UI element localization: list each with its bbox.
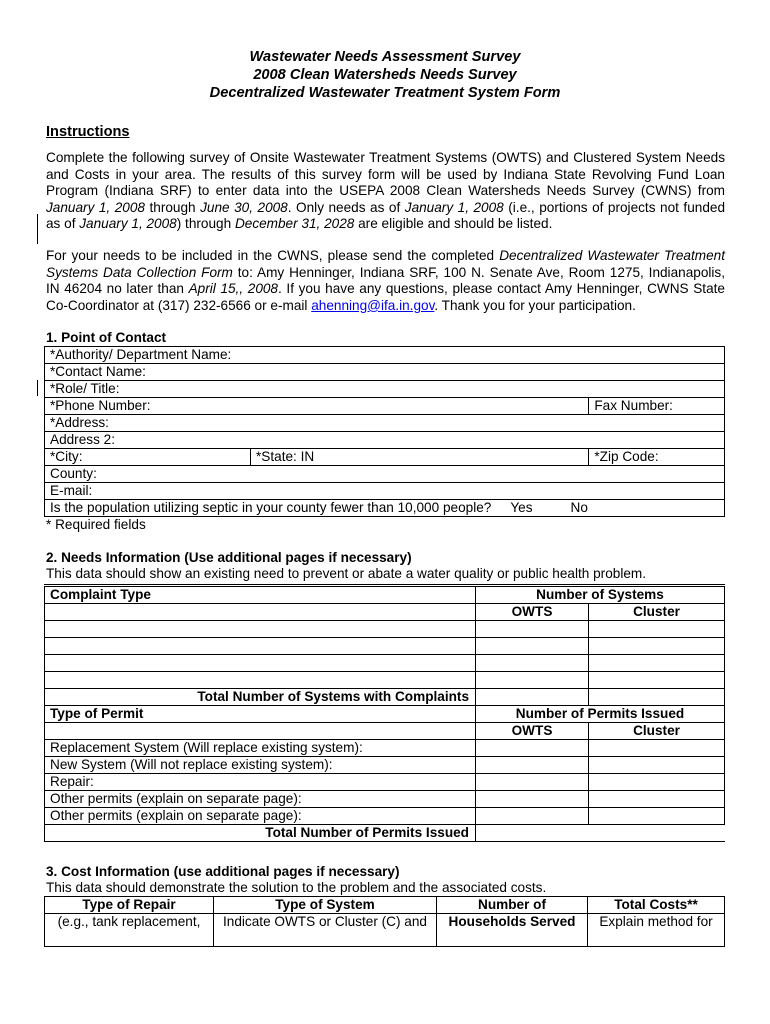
title-line-3: Decentralized Wastewater Treatment System Form bbox=[209, 85, 561, 101]
address-field[interactable]: *Address: bbox=[45, 415, 725, 432]
septic-question: Is the population utilizing septic in your county fewer than 10,000 people? Yes No bbox=[45, 500, 725, 517]
permit-owts[interactable] bbox=[476, 740, 589, 757]
type-repair-sub: (e.g., tank replacement, bbox=[45, 914, 214, 947]
permit-cluster[interactable] bbox=[589, 791, 725, 808]
type-permit-header: Type of Permit bbox=[45, 706, 476, 723]
instructions-paragraph-1: Complete the following survey of Onsite Wastewater Treatment Systems (OWTS) and Clustered System Needs and Costs in your area. The results of this survey form will be used by Indiana State Revolving Fund Loan Program (Indiana SRF) to enter data into the USEPA 2008 Clean Watersheds Needs Survey (CWNS) from January 1, 2008 through June 30, 2008. Only needs as of January 1, 2008 (i.e., portions of projects not funded as of January 1, 2008) through December 31, 2028 are eligible and should be listed. bbox=[46, 150, 726, 232]
type-system-header: Type of System bbox=[214, 897, 437, 914]
phone-field[interactable]: *Phone Number: bbox=[45, 398, 589, 415]
permit-row-label: Other permits (explain on separate page): bbox=[45, 791, 476, 808]
zip-field[interactable]: *Zip Code: bbox=[589, 449, 725, 466]
type-repair-header: Type of Repair bbox=[45, 897, 214, 914]
role-field[interactable]: *Role/ Title: bbox=[45, 381, 725, 398]
instructions-heading: Instructions bbox=[46, 124, 130, 140]
no-option[interactable]: No bbox=[570, 500, 588, 515]
form-title bbox=[0, 48, 770, 102]
margin-mark bbox=[37, 380, 38, 396]
needs-description: This data should show an existing need to prevent or abate a water quality or public health problem. bbox=[46, 566, 646, 581]
cost-table bbox=[44, 896, 725, 947]
permit-row-label: New System (Will not replace existing system): bbox=[45, 757, 476, 774]
fax-field[interactable]: Fax Number: bbox=[589, 398, 725, 415]
cluster-header: Cluster bbox=[589, 604, 725, 621]
authority-field[interactable]: *Authority/ Department Name: bbox=[45, 347, 725, 364]
complaint-row[interactable] bbox=[45, 672, 725, 689]
complaint-type-header: Complaint Type bbox=[45, 586, 476, 604]
required-note: * Required fields bbox=[46, 517, 146, 532]
owts-header: OWTS bbox=[476, 604, 589, 621]
permit-cluster[interactable] bbox=[589, 808, 725, 825]
total-complaints-cluster[interactable] bbox=[589, 689, 725, 706]
num-households-header: Number of bbox=[437, 897, 588, 914]
permit-owts[interactable] bbox=[476, 757, 589, 774]
county-field[interactable]: County: bbox=[45, 466, 725, 483]
permit-row-label: Repair: bbox=[45, 774, 476, 791]
complaint-row[interactable] bbox=[45, 655, 725, 672]
contact-heading: 1. Point of Contact bbox=[46, 330, 167, 345]
num-systems-header: Number of Systems bbox=[476, 586, 725, 604]
needs-table bbox=[44, 584, 725, 842]
total-complaints-label: Total Number of Systems with Complaints bbox=[45, 689, 476, 706]
complaint-row[interactable] bbox=[45, 621, 725, 638]
contact-name-field[interactable]: *Contact Name: bbox=[45, 364, 725, 381]
permit-cluster[interactable] bbox=[589, 757, 725, 774]
num-households-sub: Households Served bbox=[437, 914, 588, 947]
email-link[interactable]: ahenning@ifa.in.gov bbox=[311, 297, 435, 313]
needs-heading: 2. Needs Information (Use additional pages if necessary) bbox=[46, 550, 412, 565]
instructions-paragraph-2: For your needs to be included in the CWNS, please send the completed Decentralized Wastewater Treatment Systems Data Collection Form to: Amy Henninger, Indiana SRF, 100 N. Senate Ave, Room 1275, Indianapolis, IN 46204 no later than April 15,, 2008. If you have any questions, please contact Amy Henninger, CWNS State Co-Coordinator at (317) 232-6566 or e-mail ahenning@ifa.in.gov. Thank you for your participation. bbox=[46, 248, 725, 313]
type-system-sub: Indicate OWTS or Cluster (C) and bbox=[214, 914, 437, 947]
permit-owts[interactable] bbox=[476, 774, 589, 791]
city-field[interactable]: *City: bbox=[45, 449, 251, 466]
total-costs-header: Total Costs** bbox=[588, 897, 725, 914]
yes-option[interactable]: Yes bbox=[510, 500, 533, 515]
permit-owts[interactable] bbox=[476, 808, 589, 825]
total-complaints-owts[interactable] bbox=[476, 689, 589, 706]
total-permits-label: Total Number of Permits Issued bbox=[45, 825, 476, 842]
permit-row-label: Replacement System (Will replace existing system): bbox=[45, 740, 476, 757]
cost-description: This data should demonstrate the solution to the problem and the associated costs. bbox=[46, 880, 547, 895]
title-line-2: 2008 Clean Watersheds Needs Survey bbox=[253, 67, 517, 83]
cost-heading: 3. Cost Information (use additional pages if necessary) bbox=[46, 864, 400, 879]
title-line-1: Wastewater Needs Assessment Survey bbox=[249, 49, 521, 65]
permit-owts[interactable] bbox=[476, 791, 589, 808]
total-costs-sub: Explain method for bbox=[588, 914, 725, 947]
num-permits-header: Number of Permits Issued bbox=[476, 706, 725, 723]
state-field[interactable]: *State: IN bbox=[251, 449, 589, 466]
contact-table bbox=[44, 346, 725, 517]
complaint-row[interactable] bbox=[45, 638, 725, 655]
owts-header: OWTS bbox=[476, 723, 589, 740]
address2-field[interactable]: Address 2: bbox=[45, 432, 725, 449]
email-field[interactable]: E-mail: bbox=[45, 483, 725, 500]
permit-cluster[interactable] bbox=[589, 740, 725, 757]
permit-row-label: Other permits (explain on separate page): bbox=[45, 808, 476, 825]
cluster-header: Cluster bbox=[589, 723, 725, 740]
margin-mark bbox=[37, 214, 38, 244]
permit-cluster[interactable] bbox=[589, 774, 725, 791]
